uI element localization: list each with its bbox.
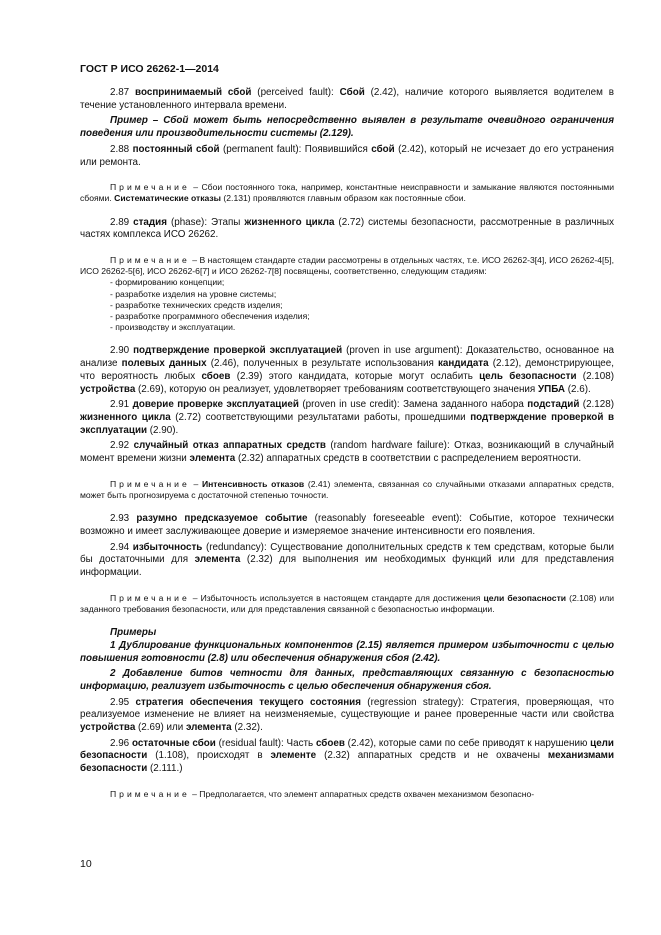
list-item: - формированию концепции; (110, 277, 225, 288)
term-definition: 2.91 доверие проверке эксплуатацией (proven in use credit): Замена заданного набора подстадий (2.128) жизненного цикла (2.72) соответствующими результатами работы, прошедшими подтверждение проверкой в эксплуатации (2.90). (80, 399, 615, 436)
example-paragraph: Пример – Сбой может быть непосредственно выявлен в результате очевидного ограничения поведения или производительности системы (2.129). (80, 115, 614, 140)
document-body (80, 87, 614, 812)
term-definition: 2.94 избыточность (redundancy): Существование дополнительных средств к тем средствам, которые были бы достаточными для элемента (2.32) для выполнения им необходимых функций или для представления информации. (80, 541, 614, 578)
term-definition: 2.90 подтверждение проверкой эксплуатацией (proven in use argument): Доказательство, основанное на анализе полевых данных (2.46), полученных в результате использования кандидата (2.12), демонстрирующее, что вероятность любых сбоев (2.39) этого кандидата, которые могут ослабить цель безопасности (2.108) устройства (2.69), которую он реализует, удовлетворяет требованиям соответствующего значения УПБА (2.6). (80, 345, 614, 395)
term-definition: 2.92 случайный отказ аппаратных средств (random hardware failure): Отказ, возникающий в случайный момент времени жизни элемента (2.32) аппаратных средств в соответствии с распределением вероятности. (80, 440, 614, 465)
list-item: - разработке изделия на уровне системы; (110, 288, 277, 299)
term-definition: 2.87 воспринимаемый сбой (perceived fault): Сбой (2.42), наличие которого выявляется водителем в течение установленного интервала времени. (80, 87, 614, 111)
note-paragraph: Примечание – В настоящем стандарте стадии рассмотрены в отдельных частях, т.е. ИСО 26262-3[4], ИСО 26262-4[5], ИСО 26262-5[6], ИСО 26262-6[7] и ИСО 26262-7[8] посвящены, соответственно, следующим стадиям: - формированию концепции; - разработке изделия на уровне системы; - разработке технических средств изделия; - разработке программного обеспечения изделия; - производству и эксплуатации. (80, 255, 614, 333)
note-paragraph: Примечание – Интенсивность отказов (2.41) элемента, связанная со случайными отказами аппаратных средств, может быть прогнозируема с достаточной степенью точности. (80, 478, 615, 500)
list-item: - разработке технических средств изделия; (110, 299, 283, 310)
term-definition: 2.89 стадия (phase): Этапы жизненного цикла (2.72) системы безопасности, рассмотренные в различных частях комплекса ИСО 26262. (80, 216, 615, 241)
note-list (80, 277, 614, 333)
term-definition: 2.88 постоянный сбой (permanent fault): Появившийся сбой (2.42), который не исчезает до его устранения или ремонта. (80, 143, 614, 168)
document-header: ГОСТ Р ИСО 26262-1—2014 (80, 63, 219, 75)
note-paragraph: Примечание – Избыточность используется в настоящем стандарте для достижения цели безопасности (2.108) или заданного требования безопасности, или для представления связанной с безопасностью информации. (80, 592, 615, 614)
note-paragraph: Примечание – Предполагается, что элемент аппаратных средств охвачен механизмом безопасно- (110, 788, 535, 799)
note-paragraph: Примечание – Сбои постоянного тока, например, константные неисправности и замыкание являются постоянными сбоями. Систематические отказы (2.131) проявляются главным образом как постоянные сбои. (80, 182, 614, 204)
page-number: 10 (80, 858, 92, 870)
list-item: - производству и эксплуатации. (110, 322, 236, 333)
example-paragraph: Примеры (110, 627, 157, 639)
example-paragraph: 1 Дублирование функциональных компонентов (2.15) является примером избыточности с целью повышения готовности (2.8) или обеспечения обнаружения сбоя (2.42). (80, 639, 614, 664)
example-paragraph: 2 Добавление битов четности для данных, представляющих связанную с безопасностью информацию, реализует избыточность с целью обеспечения обнаружения сбоя. (80, 668, 614, 692)
term-definition: 2.95 стратегия обеспечения текущего состояния (regression strategy): Стратегия, проверяющая, что реализуемое изменение не влияет на неизменяемые, существующие и ранее проверенные части или свойства устройства (2.69) или элемента (2.32). (80, 696, 614, 734)
term-definition: 2.93 разумно предсказуемое событие (reasonably foreseeable event): Событие, которое технически возможно и имеет заслуживающее доверие и измеряемое значение интенсивности его появления. (80, 513, 614, 537)
list-item: - разработке программного обеспечения изделия; (110, 311, 310, 322)
term-definition: 2.96 остаточные сбои (residual fault): Часть сбоев (2.42), которые сами по себе приводят к нарушению цели безопасности (1.108), происходят в элементе (2.32) аппаратных средств и не охвачены механизмами безопасности (2.111.) (80, 737, 615, 775)
